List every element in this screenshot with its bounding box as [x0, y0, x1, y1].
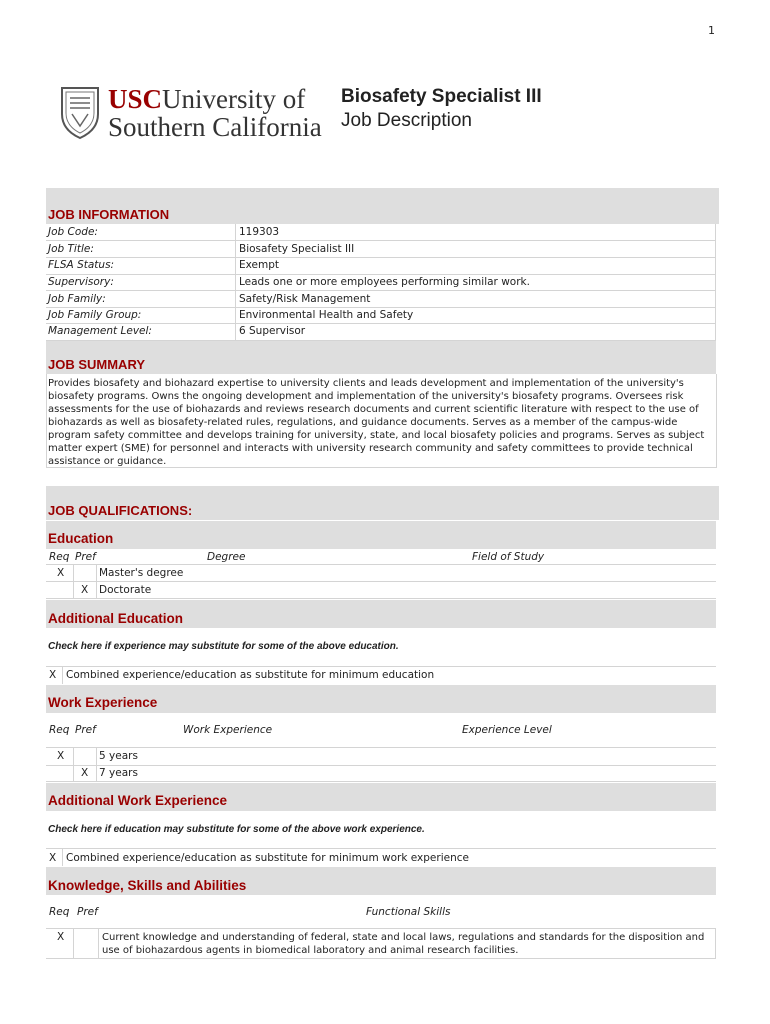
job-title-label: Job Title:: [48, 243, 94, 255]
supervisory-label: Supervisory:: [48, 276, 114, 288]
education-field-header: Field of Study: [472, 551, 545, 563]
ksa-req-header: Req: [49, 906, 70, 918]
ksa-pref-header: Pref: [77, 906, 98, 918]
work-experience-heading: Work Experience: [48, 695, 158, 710]
work-row1-years: 5 years: [99, 750, 138, 762]
additional-education-heading: Additional Education: [48, 611, 183, 626]
management-level-label: Management Level:: [48, 325, 152, 337]
job-information-heading: JOB INFORMATION: [48, 207, 170, 222]
ksa-heading: Knowledge, Skills and Abilities: [48, 878, 247, 893]
education-pref-header: Pref: [75, 551, 96, 563]
education-band: [46, 521, 716, 549]
page-subtitle: Job Description: [341, 110, 472, 131]
work-level-header: Experience Level: [462, 724, 552, 736]
work-row2-pref: X: [81, 767, 89, 779]
page-number: 1: [708, 24, 715, 37]
ksa-row1-skill: Current knowledge and understanding of federal, state and local laws, regulations and standards for the disposition and use of biohazardous agents in biomedical laboratory and animal research facilities.: [102, 932, 705, 956]
additional-work-experience-note: Check here if education may substitute for some of the above work experience.: [48, 824, 425, 835]
work-pref-header: Pref: [75, 724, 96, 736]
job-family-group-value: Environmental Health and Safety: [239, 309, 414, 321]
logo-line2: Southern California: [108, 112, 322, 142]
education-degree-header: Degree: [207, 551, 246, 563]
management-level-value: 6 Supervisor: [239, 325, 306, 337]
education-heading: Education: [48, 531, 114, 546]
additional-work-item: Combined experience/education as substitute for minimum work experience: [66, 852, 469, 864]
additional-education-check: X: [49, 669, 57, 681]
job-summary-heading: JOB SUMMARY: [48, 357, 146, 372]
work-req-header: Req: [49, 724, 70, 736]
education-row2-pref: X: [81, 584, 89, 596]
logo-usc: USC: [108, 84, 163, 114]
job-family-label: Job Family:: [48, 293, 106, 305]
additional-education-note: Check here if experience may substitute for some of the above education.: [48, 641, 399, 652]
job-code-value: 119303: [239, 226, 280, 238]
job-qualifications-heading: JOB QUALIFICATIONS:: [48, 503, 193, 518]
job-family-value: Safety/Risk Management: [239, 293, 371, 305]
education-row1-degree: Master's degree: [99, 567, 184, 579]
job-summary-text: Provides biosafety and biohazard expertise to university clients and leads development and implementation of the university's biosafety programs. Owns the ongoing development and implementation of the university's biosafety programs. Oversees risk assessments for the use of biohazards and reviews research documents and current scientific literature with respect to the use of biohazards as well as biosafety-related rules, regulations, and guidance documents. Serves as a member of the campus-wide program safety committee and develops training for university, state, and local biosafety policies and programs. Serves as subject matter expert (SME) for personnel and interacts with university research community and safety committees to provide technical assistance or guidance.: [48, 378, 705, 467]
flsa-status-label: FLSA Status:: [48, 259, 115, 271]
job-summary-band: [46, 341, 716, 374]
education-req-header: Req: [49, 551, 70, 563]
additional-education-item: Combined experience/education as substitute for minimum education: [66, 669, 435, 681]
usc-logo: [58, 84, 328, 144]
supervisory-value: Leads one or more employees performing similar work.: [239, 276, 530, 288]
ksa-row1-req: X: [57, 931, 65, 943]
flsa-status-value: Exempt: [239, 259, 279, 271]
additional-work-check: X: [49, 852, 57, 864]
additional-work-experience-heading: Additional Work Experience: [48, 793, 228, 808]
work-experience-header: Work Experience: [183, 724, 273, 736]
logo-line1: University of: [162, 84, 306, 114]
work-row1-req: X: [57, 750, 65, 762]
work-row2-years: 7 years: [99, 767, 138, 779]
job-title-value: Biosafety Specialist III: [239, 243, 355, 255]
page-title: Biosafety Specialist III: [341, 86, 542, 107]
job-code-label: Job Code:: [48, 226, 98, 238]
ksa-skills-header: Functional Skills: [366, 906, 451, 918]
usc-seal-icon: [58, 84, 102, 140]
job-family-group-label: Job Family Group:: [48, 309, 142, 321]
education-row1-req: X: [57, 567, 65, 579]
education-row2-degree: Doctorate: [99, 584, 152, 596]
